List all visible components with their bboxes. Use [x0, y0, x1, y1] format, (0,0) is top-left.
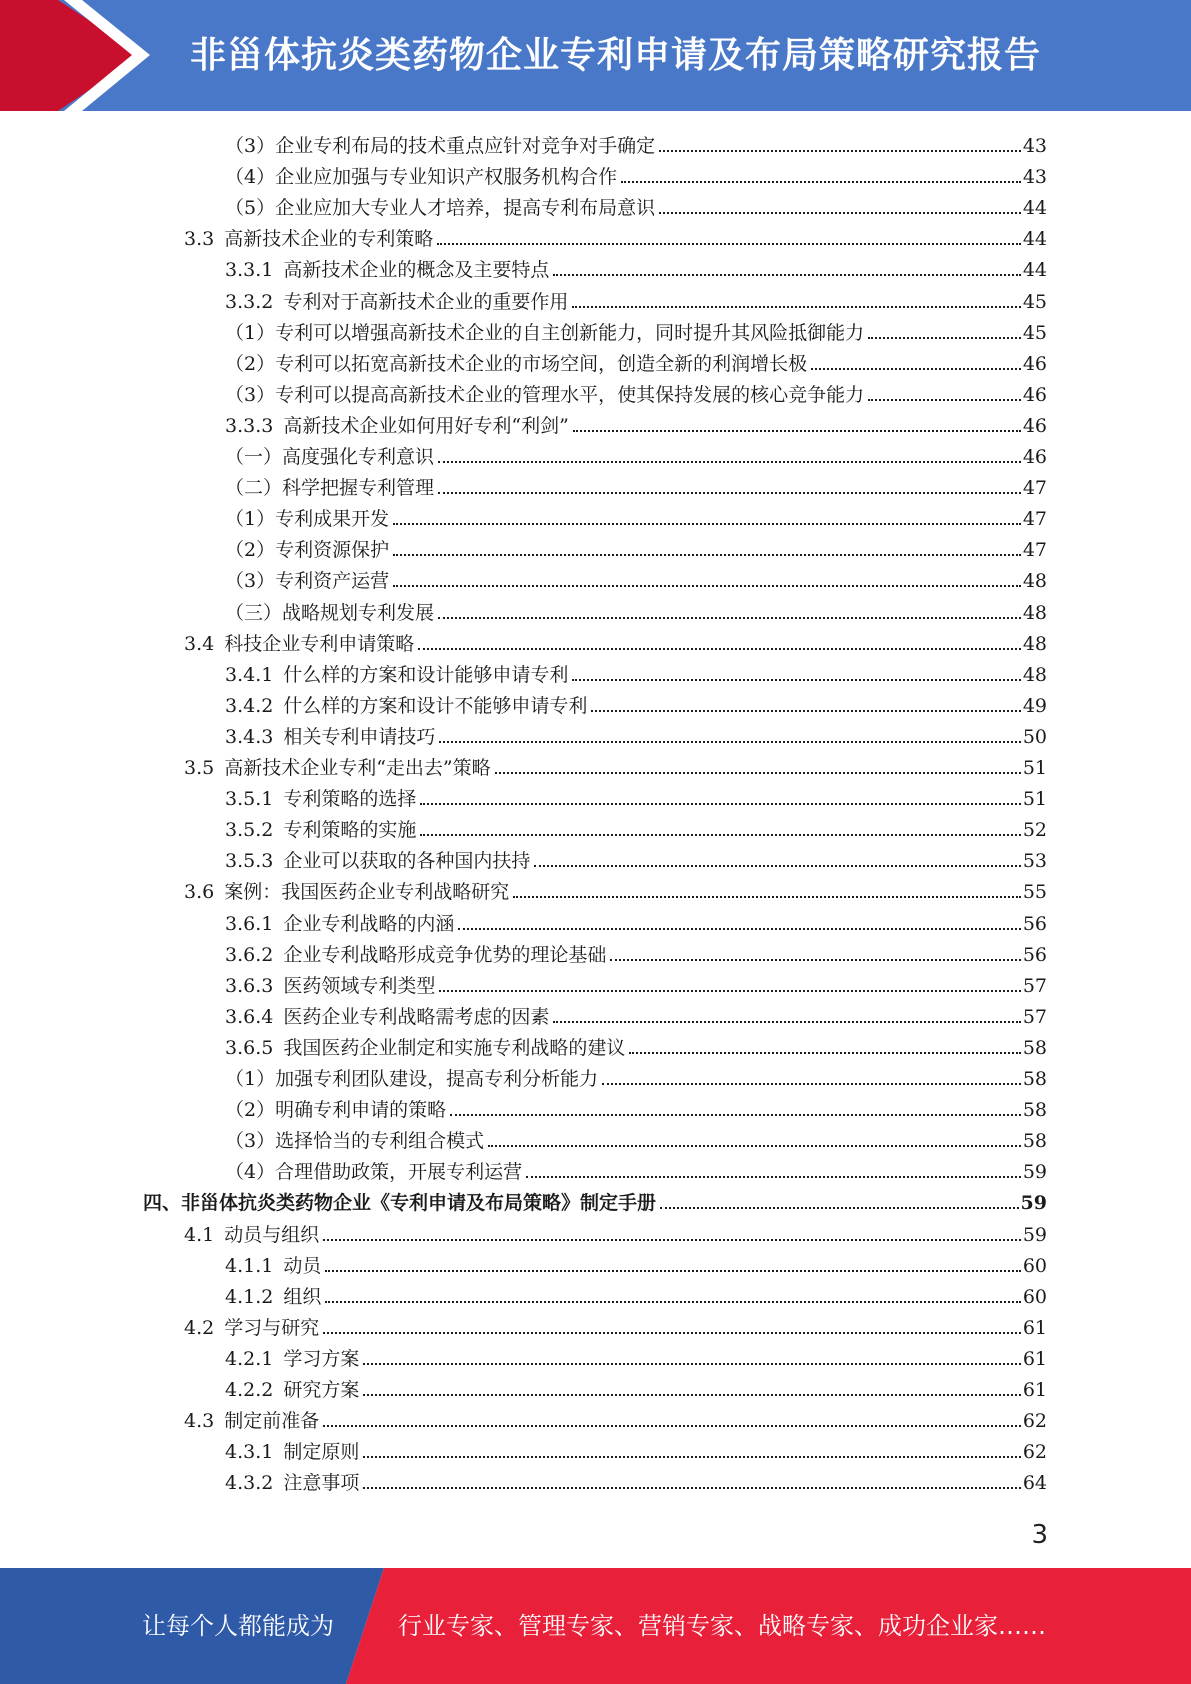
- toc-entry-title: [225, 1254, 321, 1278]
- toc-entry[interactable]: [225, 1153, 1047, 1184]
- toc-entry[interactable]: [225, 158, 1047, 189]
- toc-entry[interactable]: [225, 967, 1047, 998]
- toc-leader-dots: [450, 1113, 1021, 1116]
- toc-entry-label: 企业可以获取的各种国内扶持: [283, 850, 531, 873]
- toc-entry-page: 46: [1022, 383, 1047, 406]
- toc-leader-dots: [534, 864, 1020, 867]
- toc-leader-dots: [868, 398, 1021, 401]
- toc-entry[interactable]: [225, 936, 1047, 967]
- toc-entry-page: 46: [1022, 446, 1047, 468]
- toc-entry-page: 48: [1022, 632, 1047, 655]
- toc-leader-dots: [323, 1331, 1021, 1334]
- toc-entry-page: 58: [1022, 1099, 1047, 1122]
- toc-leader-dots: [438, 460, 1021, 463]
- toc-leader-dots: [437, 242, 1021, 245]
- toc-entry[interactable]: [225, 718, 1047, 749]
- toc-entry-page: 51: [1022, 788, 1047, 811]
- toc-entry-number: 3.5.3: [225, 850, 274, 873]
- toc-entry-page: 57: [1022, 1005, 1047, 1028]
- toc-entry-title: [225, 134, 655, 158]
- toc-entry[interactable]: [143, 1184, 1047, 1215]
- toc-entry-title: [225, 414, 569, 438]
- footer-slogan: 让每个人都能成为: [142, 1612, 334, 1640]
- toc-entry-number: 3.6.3: [225, 974, 274, 997]
- toc-entry-page: 47: [1022, 539, 1047, 562]
- toc-entry[interactable]: [225, 1029, 1047, 1060]
- toc-entry[interactable]: [225, 407, 1047, 438]
- page-footer: [0, 1568, 1191, 1684]
- toc-leader-dots: [363, 1486, 1020, 1489]
- toc-leader-dots: [602, 1082, 1021, 1085]
- toc-leader-dots: [458, 927, 1020, 930]
- toc-entry[interactable]: [225, 1122, 1047, 1153]
- toc-entry[interactable]: [225, 1091, 1047, 1122]
- toc-entry-label: （三）战略规划专利发展: [225, 601, 435, 624]
- toc-leader-dots: [325, 1300, 1020, 1303]
- toc-entry-number: 3.3.1: [225, 259, 274, 282]
- toc-entry-page: 56: [1022, 943, 1047, 966]
- toc-leader-dots: [621, 180, 1021, 183]
- toc-entry-number: 3.4.3: [225, 725, 274, 748]
- toc-leader-dots: [868, 336, 1021, 339]
- toc-entry-title: [225, 912, 454, 936]
- toc-entry-label: 专利策略的选择: [283, 788, 417, 811]
- toc-leader-dots: [513, 895, 1021, 898]
- toc-entry-title: [225, 1067, 598, 1091]
- toc-entry[interactable]: [225, 345, 1047, 376]
- toc-entry-label: 制定原则: [283, 1441, 360, 1464]
- toc-entry[interactable]: [225, 1433, 1047, 1464]
- toc-entry-label: 相关专利申请技巧: [283, 725, 436, 748]
- toc-entry[interactable]: [225, 251, 1047, 282]
- toc-entry-page: 51: [1022, 757, 1047, 779]
- toc-entry[interactable]: [225, 376, 1047, 407]
- toc-leader-dots: [610, 958, 1020, 961]
- toc-entry-number: 3.3.2: [225, 290, 274, 313]
- toc-entry-label: （4）企业应加强与专业知识产权服务机构合作: [225, 166, 618, 189]
- toc-entry-label: 企业专利战略形成竞争优势的理论基础: [283, 943, 607, 966]
- toc-entry-title: [225, 849, 530, 873]
- toc-entry[interactable]: [184, 1309, 1047, 1340]
- toc-entry-label: 高新技术企业的专利策略: [224, 228, 434, 251]
- toc-entry[interactable]: [225, 500, 1047, 531]
- toc-entry-number: 3.3: [184, 228, 215, 251]
- toc-leader-dots: [323, 1238, 1021, 1241]
- toc-entry[interactable]: [225, 531, 1047, 562]
- toc-entry-number: 4.3.1: [225, 1441, 274, 1464]
- toc-entry-label: 动员: [283, 1254, 322, 1277]
- toc-leader-dots: [591, 709, 1020, 712]
- toc-entry-title: [184, 880, 509, 904]
- toc-entry-page: 44: [1022, 197, 1047, 220]
- toc-entry-title: [225, 1098, 446, 1122]
- toc-entry-label: （1）专利成果开发: [225, 508, 390, 531]
- toc-entry-page: 61: [1022, 1347, 1047, 1370]
- toc-entry-number: 4.1: [184, 1223, 215, 1246]
- toc-entry-label: （3）企业专利布局的技术重点应针对竞争对手确定: [225, 135, 656, 157]
- toc-entry-page: 60: [1022, 1254, 1047, 1277]
- footer-tagline: 行业专家、管理专家、营销专家、战略专家、成功企业家……: [398, 1612, 1046, 1640]
- toc-entry[interactable]: [225, 283, 1047, 314]
- toc-entry-title: [225, 943, 606, 967]
- toc-entry-label: （1）加强专利团队建设，提高专利分析能力: [225, 1068, 599, 1090]
- toc-leader-dots: [526, 1175, 1021, 1178]
- toc-entry[interactable]: [225, 811, 1047, 842]
- toc-entry-title: [225, 507, 389, 531]
- toc-entry-page: 61: [1022, 1316, 1047, 1339]
- toc-entry-title: [225, 694, 587, 718]
- toc-leader-dots: [420, 802, 1020, 805]
- toc-entry-title: [225, 1036, 625, 1060]
- toc-leader-dots: [488, 1144, 1021, 1147]
- toc-entry-title: [225, 476, 434, 500]
- toc-leader-dots: [553, 273, 1020, 276]
- toc-entry-title: [225, 258, 549, 282]
- toc-entry-number: 4.1.2: [225, 1285, 274, 1308]
- toc-leader-dots: [629, 1051, 1020, 1054]
- toc-entry-page: 52: [1022, 819, 1047, 842]
- toc-entry-label: 学习与研究: [224, 1316, 320, 1339]
- toc-entry[interactable]: [225, 1278, 1047, 1309]
- toc-entry-label: 案例：我国医药企业专利战略研究: [224, 881, 510, 904]
- toc-entry-label: （2）明确专利申请的策略: [225, 1099, 447, 1122]
- toc-entry-label: 医药领域专利类型: [283, 974, 436, 997]
- toc-entry-number: 4.1.1: [225, 1254, 274, 1277]
- toc-entry-page: 47: [1022, 508, 1047, 531]
- toc-entry[interactable]: [225, 438, 1047, 469]
- toc-entry-title: [184, 227, 433, 251]
- toc-leader-dots: [363, 1393, 1020, 1396]
- toc-entry-page: 62: [1022, 1410, 1047, 1433]
- toc-entry[interactable]: [225, 1464, 1047, 1495]
- toc-entry[interactable]: [184, 625, 1047, 656]
- toc-entry-page: 59: [1022, 1161, 1047, 1184]
- toc-entry[interactable]: [225, 1371, 1047, 1402]
- toc-entry-page: 62: [1022, 1441, 1047, 1464]
- toc-entry[interactable]: [225, 842, 1047, 873]
- toc-entry[interactable]: [225, 594, 1047, 625]
- toc-entry-page: 56: [1022, 912, 1047, 935]
- toc-leader-dots: [439, 740, 1020, 743]
- toc-leader-dots: [363, 1362, 1020, 1365]
- toc-entry-title: [225, 352, 807, 376]
- toc-entry-page: 46: [1022, 352, 1047, 375]
- toc-entry-number: 3.6: [184, 881, 215, 904]
- toc-entry-number: 3.6.5: [225, 1036, 274, 1059]
- toc-entry-label: 研究方案: [283, 1379, 360, 1401]
- toc-leader-dots: [438, 616, 1021, 619]
- toc-entry-page: 48: [1022, 601, 1047, 624]
- toc-entry-page: 57: [1022, 974, 1047, 997]
- toc-entry-label: （2）专利可以拓宽高新技术企业的市场空间，创造全新的利润增长极: [225, 352, 808, 375]
- toc-entry-title: [225, 601, 434, 625]
- toc-entry-number: 3.6.2: [225, 943, 274, 966]
- toc-entry-title: [225, 165, 617, 189]
- toc-entry-title: [225, 1285, 321, 1309]
- toc-entry-page: 47: [1022, 477, 1047, 500]
- toc-entry-label: （3）选择恰当的专利组合模式: [225, 1130, 485, 1153]
- toc-entry[interactable]: [225, 780, 1047, 811]
- toc-entry-label: （1）专利可以增强高新技术企业的自主创新能力，同时提升其风险抵御能力: [225, 321, 865, 344]
- toc-entry-title: [225, 569, 389, 593]
- toc-entry-title: [184, 756, 491, 780]
- toc-entry[interactable]: [225, 687, 1047, 718]
- toc-entry-label: 高新技术企业专利“走出去”策略: [224, 757, 491, 779]
- toc-entry-title: [225, 818, 416, 842]
- page-number: 3: [1031, 1520, 1048, 1550]
- toc-entry-label: 专利策略的实施: [283, 819, 417, 842]
- toc-entry-page: 50: [1022, 725, 1047, 748]
- toc-entry-label: （3）专利可以提高高新技术企业的管理水平，使其保持发展的核心竞争能力: [225, 383, 865, 406]
- toc-entry-title: [225, 1471, 359, 1495]
- toc-entry-title: [225, 383, 864, 407]
- toc-entry[interactable]: [184, 1216, 1047, 1247]
- toc-entry-page: 53: [1022, 850, 1047, 873]
- toc-entry-title: [184, 632, 414, 656]
- toc-entry-title: [184, 1223, 319, 1247]
- toc-entry-page: 49: [1022, 694, 1047, 717]
- toc-entry-label: （2）专利资源保护: [225, 539, 390, 562]
- toc-leader-dots: [420, 833, 1020, 836]
- toc-entry-title: [225, 1129, 484, 1153]
- toc-entry-number: 3.4: [184, 632, 215, 655]
- toc-entry-label: 什么样的方案和设计不能够申请专利: [283, 694, 588, 717]
- toc-entry[interactable]: [225, 469, 1047, 500]
- document-title: 非甾体抗炎类药物企业专利申请及布局策略研究报告: [190, 35, 1042, 76]
- toc-entry-title: [225, 1440, 359, 1464]
- toc-leader-dots: [573, 429, 1021, 432]
- toc-leader-dots: [393, 553, 1021, 556]
- toc-entry-label: （二）科学把握专利管理: [225, 477, 435, 500]
- toc-entry-label: 学习方案: [283, 1347, 360, 1370]
- toc-entry-number: 4.3: [184, 1410, 215, 1433]
- toc-entry-title: [225, 1378, 359, 1402]
- toc-leader-dots: [553, 1020, 1020, 1023]
- toc-entry[interactable]: [184, 220, 1047, 251]
- toc-entry-page: 45: [1022, 290, 1047, 313]
- toc-entry[interactable]: [184, 1402, 1047, 1433]
- toc-entry[interactable]: [225, 1060, 1047, 1091]
- toc-entry-title: [225, 725, 435, 749]
- toc-entry[interactable]: [225, 905, 1047, 936]
- toc-entry-label: 企业专利战略的内涵: [283, 912, 455, 935]
- toc-entry-label: 组织: [283, 1285, 322, 1308]
- toc-entry-page: 48: [1022, 663, 1047, 686]
- toc-entry-label: （5）企业应加大专业人才培养，提高专利布局意识: [225, 197, 656, 220]
- toc-entry-label: 医药企业专利战略需考虑的因素: [283, 1005, 550, 1028]
- toc-entry-label: （4）合理借助政策，开展专利运营: [225, 1161, 523, 1184]
- toc-entry-page: 61: [1022, 1379, 1047, 1401]
- toc-leader-dots: [659, 149, 1021, 152]
- toc-entry-title: [225, 445, 434, 469]
- toc-entry-title: [225, 663, 568, 687]
- toc-entry-number: 3.3.3: [225, 414, 274, 437]
- toc-entry[interactable]: [225, 1340, 1047, 1371]
- toc-leader-dots: [418, 647, 1021, 650]
- toc-entry[interactable]: [225, 1247, 1047, 1278]
- toc-entry-label: 制定前准备: [224, 1410, 320, 1433]
- toc-entry-page: 45: [1022, 321, 1047, 344]
- page-header: [0, 0, 1191, 111]
- toc-entry-page: 48: [1022, 570, 1047, 593]
- toc-entry-number: 3.4.1: [225, 663, 274, 686]
- toc-entry[interactable]: [184, 873, 1047, 904]
- toc-entry-page: 58: [1022, 1068, 1047, 1090]
- toc-entry-page: 46: [1022, 414, 1047, 437]
- toc-leader-dots: [439, 989, 1020, 992]
- toc-entry-page: 60: [1022, 1285, 1047, 1308]
- toc-entry-label: 注意事项: [283, 1472, 360, 1495]
- toc-entry-title: [184, 1316, 319, 1340]
- toc-entry-page: 58: [1022, 1130, 1047, 1153]
- toc-entry-number: 3.6.1: [225, 912, 274, 935]
- toc-entry-label: （3）专利资产运营: [225, 570, 390, 593]
- toc-entry-title: [225, 538, 389, 562]
- toc-entry-label: 动员与组织: [224, 1223, 320, 1246]
- toc-entry-label: 高新技术企业的概念及主要特点: [283, 259, 550, 282]
- toc-entry-number: 4.2: [184, 1316, 215, 1339]
- toc-entry-page: 43: [1022, 135, 1047, 157]
- toc-entry-label: 我国医药企业制定和实施专利战略的建议: [283, 1036, 626, 1059]
- toc-entry-number: 3.5: [184, 757, 215, 779]
- toc-leader-dots: [325, 1269, 1020, 1272]
- toc-entry-title: [225, 321, 864, 345]
- toc-leader-dots: [323, 1424, 1021, 1427]
- toc-entry-title: [225, 974, 435, 998]
- toc-entry[interactable]: [225, 562, 1047, 593]
- toc-entry-page: 44: [1022, 228, 1047, 251]
- toc-entry-title: [225, 1160, 522, 1184]
- toc-entry[interactable]: [225, 656, 1047, 687]
- toc-entry-label: 四、非甾体抗炎类药物企业《专利申请及布局策略》制定手册: [143, 1192, 657, 1215]
- toc-entry-title: [184, 1409, 319, 1433]
- toc-entry[interactable]: [225, 189, 1047, 220]
- toc-leader-dots: [495, 771, 1021, 774]
- toc-entry-title: [225, 787, 416, 811]
- toc-leader-dots: [393, 584, 1021, 587]
- toc-entry[interactable]: [225, 998, 1047, 1029]
- toc-entry-page: 64: [1022, 1472, 1047, 1495]
- toc-entry-title: [225, 196, 655, 220]
- toc-entry-page: 59: [1022, 1223, 1047, 1246]
- toc-entry[interactable]: [184, 749, 1047, 780]
- toc-entry-number: 4.3.2: [225, 1472, 274, 1495]
- toc-entry-page: 58: [1022, 1036, 1047, 1059]
- toc-entry-label: 科技企业专利申请策略: [224, 632, 415, 655]
- toc-leader-dots: [438, 491, 1021, 494]
- toc-entry[interactable]: [225, 314, 1047, 345]
- toc-leader-dots: [572, 305, 1020, 308]
- toc-entry-label: （一）高度强化专利意识: [225, 446, 435, 468]
- toc-entry-page: 55: [1022, 881, 1047, 904]
- toc-entry-page: 59: [1020, 1192, 1047, 1215]
- toc-entry-title: [225, 1347, 359, 1371]
- toc-entry-label: 什么样的方案和设计能够申请专利: [283, 663, 569, 686]
- toc-entry-label: 高新技术企业如何用好专利“利剑”: [283, 414, 569, 437]
- toc-entry-title: [225, 1005, 549, 1029]
- toc-leader-dots: [811, 367, 1021, 370]
- toc-entry-number: 4.2.1: [225, 1347, 274, 1370]
- toc-entry-number: 4.2.2: [225, 1379, 274, 1401]
- toc-leader-dots: [393, 522, 1021, 525]
- toc-entry-label: 专利对于高新技术企业的重要作用: [283, 290, 569, 313]
- toc-entry-title: [225, 290, 568, 314]
- toc-entry-number: 3.6.4: [225, 1005, 274, 1028]
- toc-entry-number: 3.5.2: [225, 819, 274, 842]
- toc-entry-number: 3.5.1: [225, 788, 274, 811]
- toc-leader-dots: [572, 678, 1020, 681]
- toc-entry-number: 3.4.2: [225, 694, 274, 717]
- toc-entry-page: 43: [1022, 166, 1047, 189]
- toc-entry[interactable]: [225, 127, 1047, 158]
- toc-entry-title: [143, 1191, 656, 1215]
- toc-entry-page: 44: [1022, 259, 1047, 282]
- toc-leader-dots: [659, 211, 1021, 214]
- toc-leader-dots: [363, 1455, 1020, 1458]
- toc-leader-dots: [660, 1206, 1019, 1209]
